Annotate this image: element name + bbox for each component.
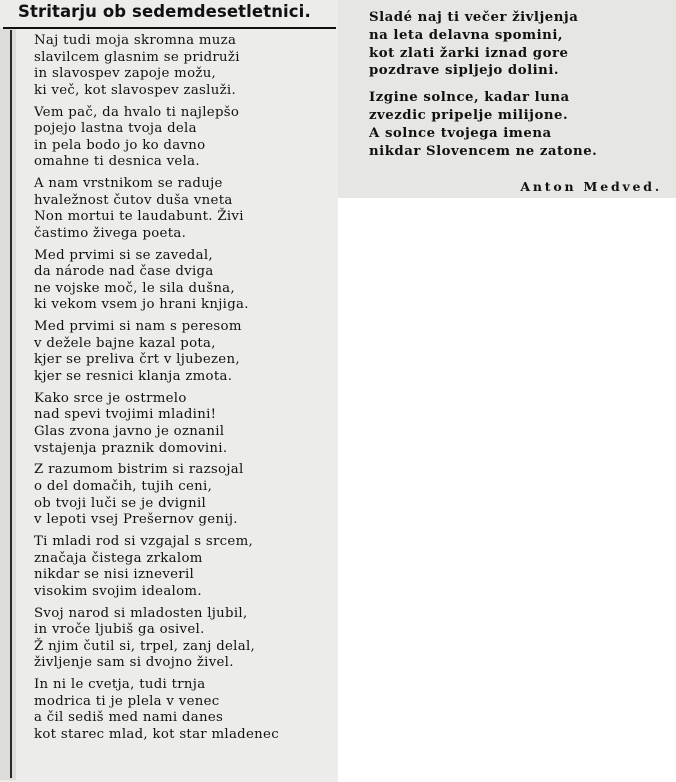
poem-line: A solnce tvojega imena bbox=[369, 125, 552, 141]
poem-line: slavilcem glasnim se pridruži bbox=[34, 49, 240, 65]
poem-line: Naj tudi moja skromna muza bbox=[34, 33, 237, 48]
poem-line: kot zlati žarki iznad gore bbox=[369, 45, 569, 61]
poem-line: ob tvoji luči se je dvignil bbox=[34, 495, 207, 511]
poem-line: ki več, kot slavospev zasluži. bbox=[34, 82, 236, 98]
poem-line: in vroče ljubiš ga osivel. bbox=[34, 622, 205, 638]
poem-line: vstajenja praznik domovini. bbox=[34, 440, 228, 456]
poem-line: Z razumom bistrim si razsojal bbox=[34, 462, 244, 478]
poem-line: omahne ti desnica vela. bbox=[34, 154, 200, 170]
poem-line: Svoj narod si mladosten ljubil, bbox=[34, 605, 248, 621]
poem-line: Sladé naj ti večer življenja bbox=[369, 10, 579, 25]
poem-line: življenje sam si dvojno živel. bbox=[34, 655, 234, 671]
right-column bbox=[338, 0, 676, 198]
poem-line: in slavospev zapoje možu, bbox=[34, 66, 217, 82]
poem-line: nikdar Slovencem ne zatone. bbox=[369, 143, 598, 159]
poem-line: nikdar se nisi izneveril bbox=[34, 567, 195, 583]
poem-line: pojejo lastna tvoja dela bbox=[34, 121, 197, 137]
poem-line: ki vekom vsem jo hrani knjiga. bbox=[34, 297, 249, 313]
poem-line: Glas zvona javno je oznanil bbox=[34, 424, 225, 439]
stanza bbox=[34, 534, 330, 600]
stanza bbox=[369, 89, 669, 160]
poem-line: častimo živega poeta. bbox=[34, 225, 187, 241]
poem-line: modrica ti je plela v venec bbox=[34, 693, 220, 709]
poem-line: o del domačih, tujih ceni, bbox=[34, 478, 213, 494]
poem-line: kjer se preliva črt v ljubezen, bbox=[34, 352, 240, 368]
stanza bbox=[34, 677, 330, 743]
poem-line: Med prvimi si se zavedal, bbox=[34, 247, 213, 263]
stanza bbox=[34, 105, 330, 171]
stanza bbox=[34, 248, 330, 314]
poem-line: v lepoti vsej Prešernov genij. bbox=[34, 512, 238, 528]
poem-line: nad spevi tvojimi mladini! bbox=[34, 407, 217, 423]
poem-line: pozdrave sipljejo dolini. bbox=[369, 63, 560, 79]
poem-body bbox=[34, 33, 330, 749]
poem-line: In ni le cvetja, tudi trnja bbox=[34, 677, 206, 693]
poem-continuation bbox=[369, 9, 669, 169]
poem-line: ne vojske moč, le sila dušna, bbox=[34, 280, 235, 296]
poem-line: na leta delavna spomini, bbox=[369, 27, 563, 43]
column-divider bbox=[10, 30, 12, 778]
poem-line: da národe nad čase dviga bbox=[34, 264, 214, 280]
title-rule bbox=[3, 27, 336, 29]
poem-line: hvaležnost čutov duša vneta bbox=[34, 192, 233, 208]
poem-line: v dežele bajne kazal pota, bbox=[34, 335, 216, 351]
author-signature: Anton Medved. bbox=[520, 179, 662, 194]
stanza bbox=[34, 176, 330, 242]
poem-line: A nam vrstnikom se raduje bbox=[34, 176, 223, 192]
poem-line: značaja čistega zrkalom bbox=[34, 550, 203, 566]
poem-line: Med prvimi si nam s peresom bbox=[34, 319, 242, 335]
poem-line: zvezdic pripelje milijone. bbox=[369, 107, 569, 123]
poem-line: visokim svojim idealom. bbox=[34, 583, 202, 599]
stanza bbox=[34, 33, 330, 99]
stanza bbox=[34, 462, 330, 528]
column-gutter bbox=[0, 28, 16, 780]
poem-line: a čil sediš med nami danes bbox=[34, 710, 224, 726]
poem-title: Stritarju ob sedemdesetletnici. bbox=[18, 2, 311, 21]
poem-line: kot starec mlad, kot star mladenec bbox=[34, 726, 279, 742]
poem-line: kjer se resnici klanja zmota. bbox=[34, 369, 233, 385]
poem-line: Izgine solnce, kadar luna bbox=[369, 90, 570, 106]
poem-line: in pela bodo jo ko davno bbox=[34, 137, 206, 153]
stanza bbox=[34, 391, 330, 457]
stanza bbox=[34, 319, 330, 385]
poem-line: Ž njim čutil si, trpel, zanj delal, bbox=[34, 638, 256, 654]
stanza bbox=[34, 606, 330, 672]
poem-line: Non mortui te laudabunt. Živi bbox=[34, 209, 244, 225]
stanza bbox=[369, 9, 669, 80]
poem-line: Ti mladi rod si vzgajal s srcem, bbox=[34, 533, 253, 549]
poem-line: Vem pač, da hvalo ti najlepšo bbox=[34, 104, 240, 120]
poem-line: Kako srce je ostrmelo bbox=[34, 390, 187, 406]
